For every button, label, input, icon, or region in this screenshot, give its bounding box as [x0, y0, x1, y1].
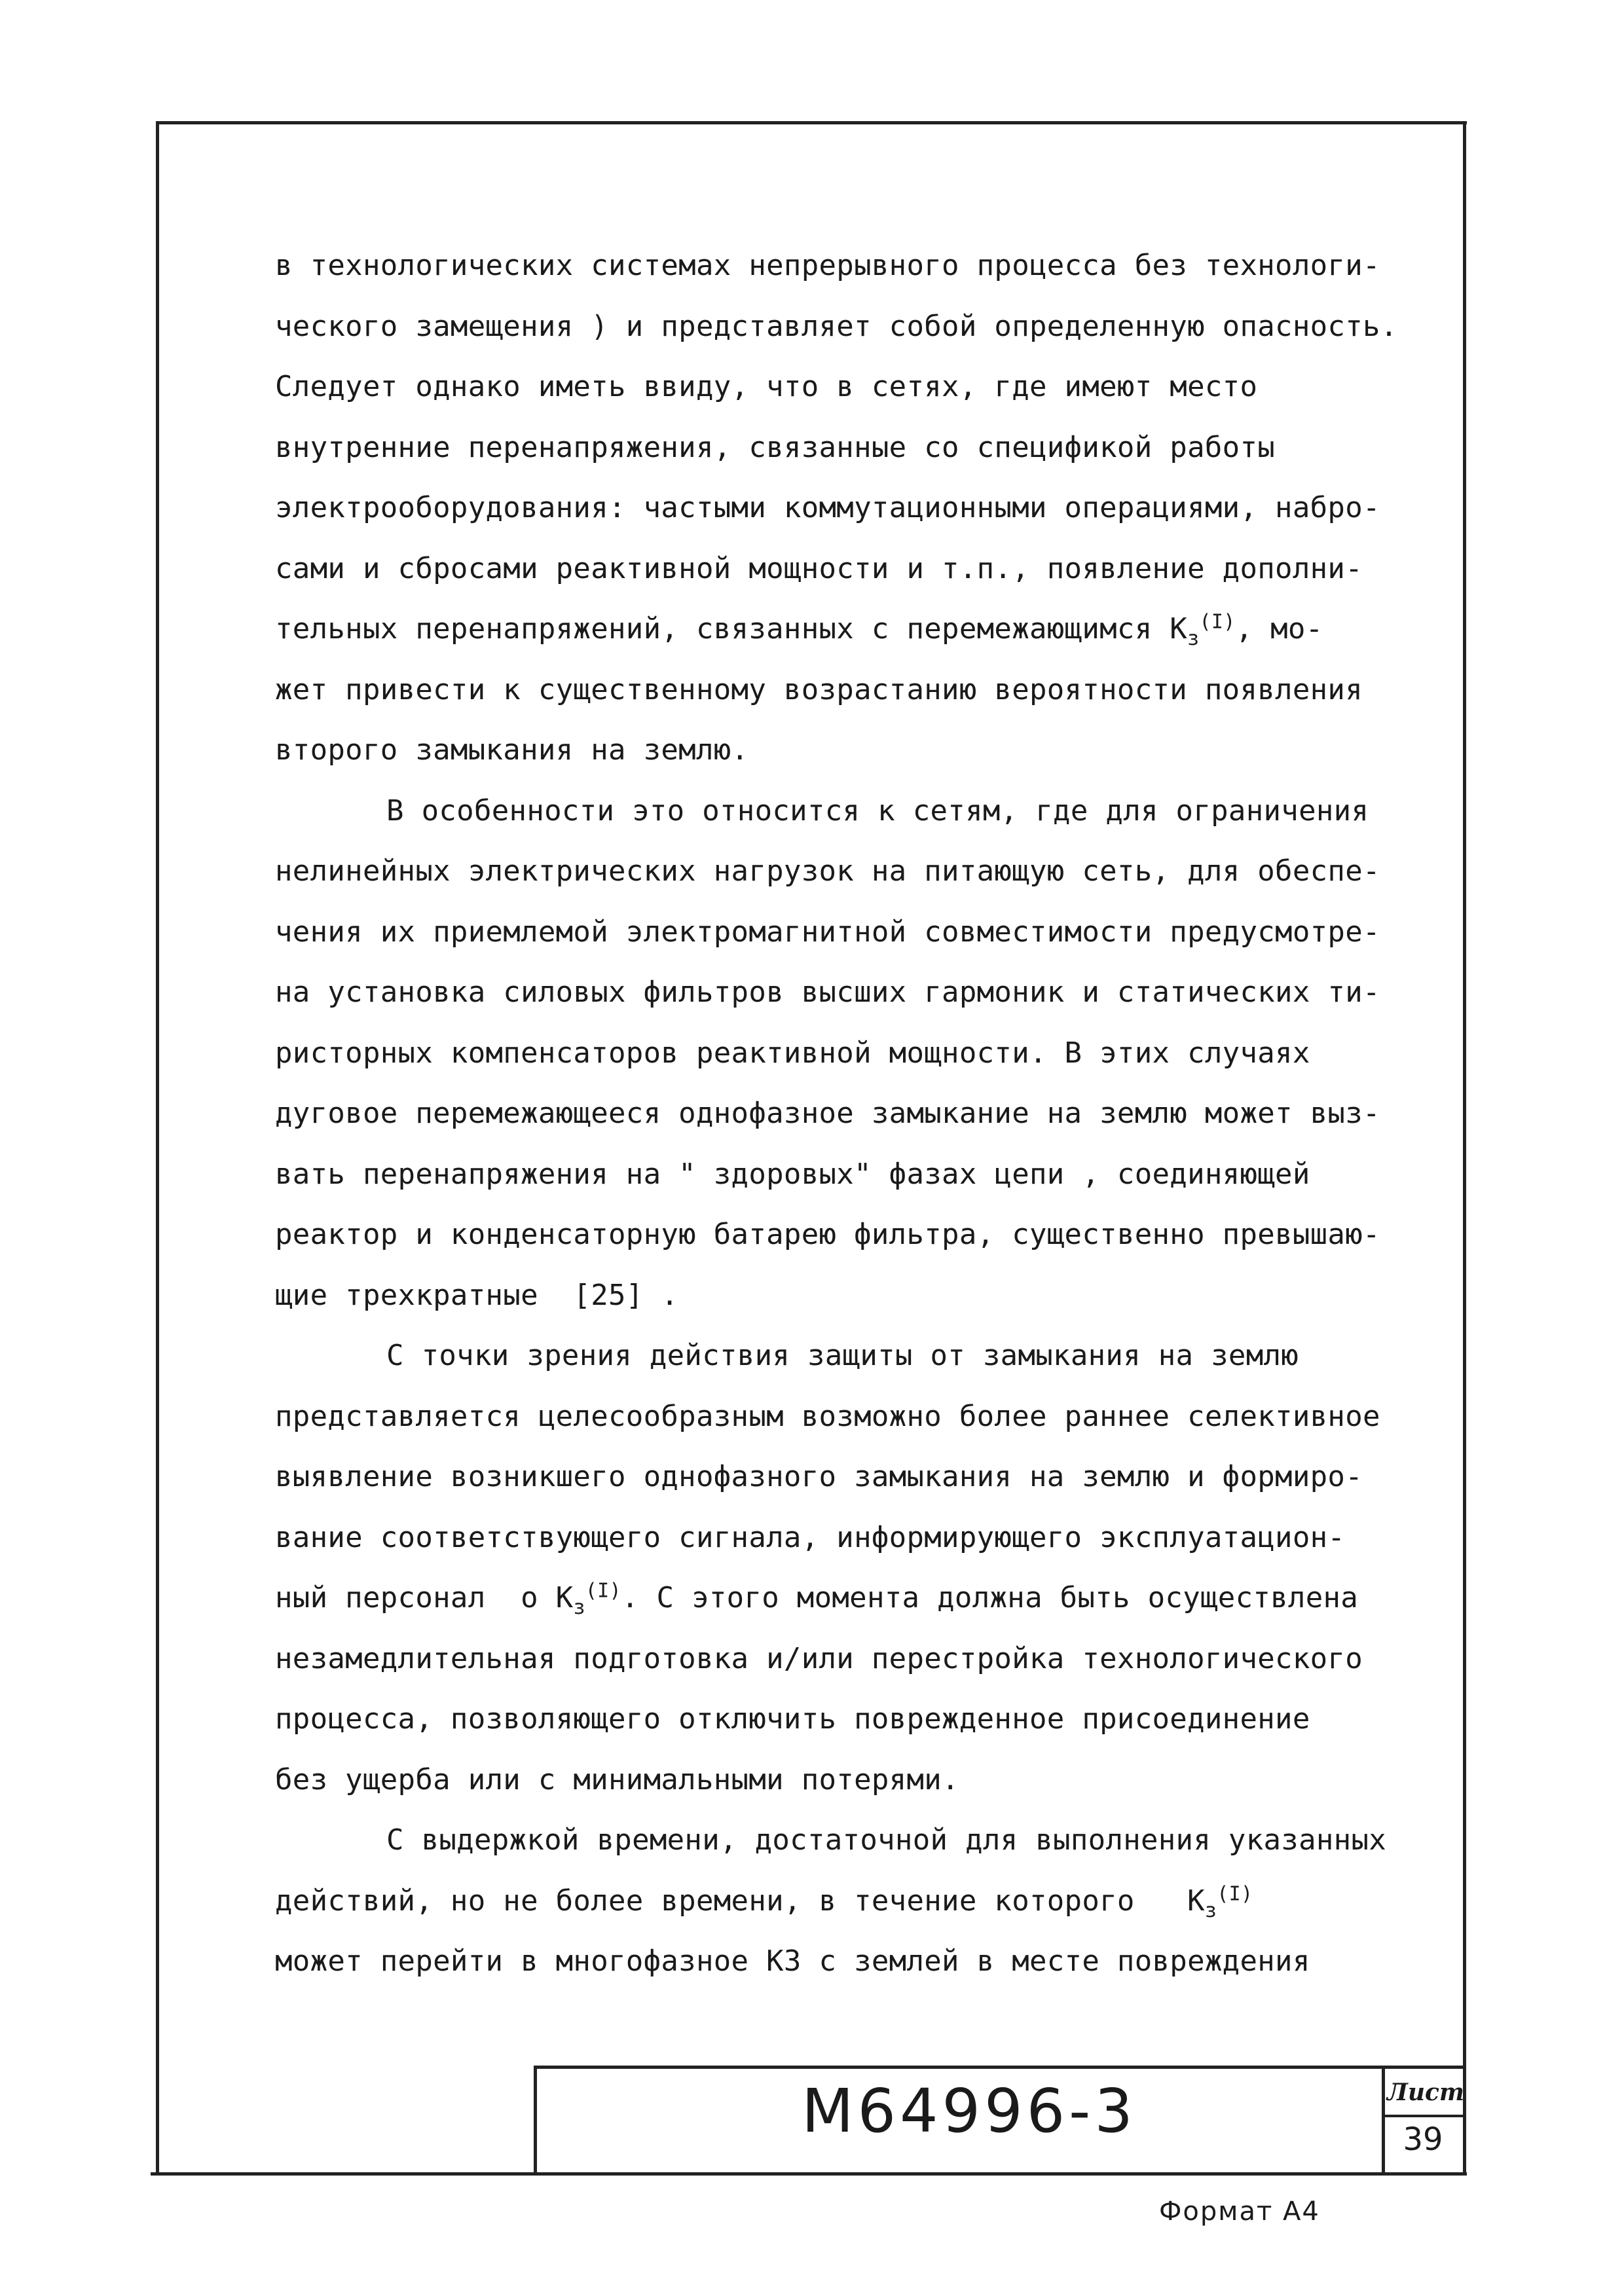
text-line: может перейти в многофазное КЗ с землей в месте повреждения — [275, 1944, 1310, 1978]
text-line: В особенности это относится к сетям, где для ограничения — [386, 793, 1369, 828]
text-line-with-formula — [275, 1568, 1460, 1629]
text-line-with-formula — [275, 1871, 1460, 1932]
text-line: процесса, позволяющего отключить поврежденное присоединение — [275, 1702, 1310, 1736]
sheet-number: 39 — [1403, 2121, 1443, 2158]
text-line: жет привести к существенному возрастанию вероятности появления — [275, 672, 1363, 706]
text-segment: . С этого момента должна быть осуществлена — [621, 1581, 1359, 1614]
title-block-left-border — [534, 2066, 537, 2174]
text-line: чения их приемлемой электромагнитной совместимости предусмотре- — [275, 915, 1380, 949]
text-line: вание соответствующего сигнала, информирующего эксплуатацион- — [275, 1520, 1346, 1554]
document-body — [275, 236, 1460, 1992]
formula-subscript: з — [1187, 627, 1200, 650]
sheet-cell-border — [1382, 2066, 1385, 2174]
text-line-with-formula — [275, 599, 1460, 660]
text-segment: действий, но не более времени, в течение которого К — [275, 1884, 1205, 1918]
text-line: второго замыкания на землю. — [275, 733, 749, 767]
text-line: щие трехкратные [25] . — [275, 1278, 679, 1312]
text-line: ческого замещения ) и представляет собой определенную опасность. — [275, 309, 1398, 343]
formula-superscript: (I) — [585, 1579, 621, 1603]
text-segment: , мо- — [1235, 612, 1323, 646]
text-line: внутренние перенапряжения, связанные со спецификой работы — [275, 430, 1276, 464]
text-line: С выдержкой времени, достаточной для выполнения указанных — [386, 1823, 1387, 1857]
frame-top-border — [157, 121, 1467, 124]
text-line: электрооборудования: частыми коммутационными операциями, набро- — [275, 491, 1380, 524]
text-segment: ный персонал о К — [275, 1581, 574, 1614]
text-line: без ущерба или с минимальными потерями. — [275, 1762, 959, 1796]
document-code: М64996-3 — [802, 2076, 1137, 2146]
sheet-cell-divider — [1382, 2115, 1464, 2117]
text-line: вать перенапряжения на " здоровых" фазах цепи , соединяющей — [275, 1157, 1310, 1191]
formula-subscript: з — [573, 1595, 585, 1619]
text-segment: тельных перенапряжений, связанных с перемежающимся К — [275, 612, 1188, 646]
frame-left-border — [156, 121, 159, 2174]
text-line: нелинейных электрических нагрузок на питающую сеть, для обеспе- — [275, 854, 1380, 888]
text-line: Следует однако иметь ввиду, что в сетях, где имеют место — [275, 370, 1258, 403]
text-line: реактор и конденсаторную батарею фильтра, существенно превышаю- — [275, 1218, 1380, 1251]
text-line: представляется целесообразным возможно более раннее селективное — [275, 1399, 1380, 1433]
text-line: С точки зрения действия защиты от замыкания на землю — [386, 1339, 1299, 1372]
text-line: дуговое перемежающееся однофазное замыкание на землю может выз- — [275, 1097, 1380, 1130]
text-line: незамедлительная подготовка и/или перестройка технологического — [275, 1641, 1363, 1675]
text-line: сами и сбросами реактивной мощности и т.п., появление дополни- — [275, 551, 1363, 585]
text-line: выявление возникшего однофазного замыкания на землю и формиро- — [275, 1460, 1363, 1493]
text-line: ристорных компенсаторов реактивной мощности. В этих случаях — [275, 1036, 1310, 1070]
formula-superscript: (I) — [1217, 1882, 1253, 1905]
formula-subscript: з — [1204, 1899, 1217, 1922]
text-line: в технологических системах непрерывного процесса без технологи- — [275, 249, 1380, 282]
text-line: на установка силовых фильтров высших гармоник и статических ти- — [275, 975, 1380, 1009]
formula-superscript: (I) — [1199, 610, 1236, 634]
sheet-label: Лист — [1387, 2079, 1465, 2106]
frame-right-border — [1463, 121, 1466, 2174]
paper-format-label: Формат А4 — [1159, 2196, 1320, 2227]
